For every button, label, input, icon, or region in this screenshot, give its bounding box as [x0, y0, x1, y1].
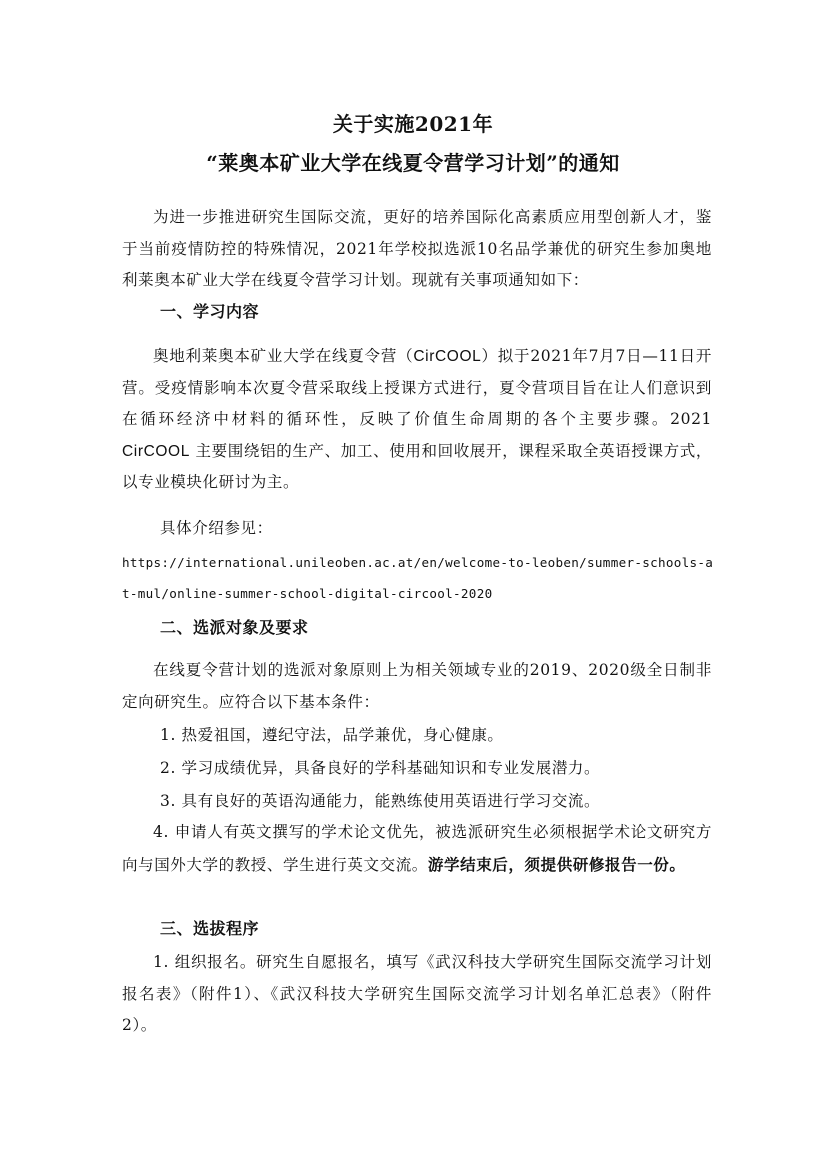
section2-heading: 二、选派对象及要求 [160, 618, 309, 637]
section1-heading: 一、学习内容 [160, 302, 260, 321]
reference-url-link[interactable]: https://international.unileoben.ac.at/en/welcome-to-leoben/summer-schools-at-mul/online-summer-school-digital-circool-2020 [122, 555, 714, 601]
section1-text-part2: ）拟于2021年7月7日—11日开营。受疫情影响本次夏令营采取线上授课方式进行，夏令营项目旨在让人们意识到在循环经济中材料的循环性，反映了价值生命周期的各个主要步骤。2021 [122, 347, 713, 428]
document-title-line1: 关于实施2021年 [332, 112, 494, 136]
requirement-item-4-bold: 游学结束后，须提供研修报告一份。 [427, 854, 686, 874]
requirement-item-4-text: 4. 申请人有英文撰写的学术论文优先，被选派研究生必须根据学术论文研究方向与国外大学的教授、学生进行英文交流。 [122, 823, 712, 874]
procedure-item-1: 1. 组织报名。研究生自愿报名，填写《武汉科技大学研究生国际交流学习计划报名表》（附件1）、《武汉科技大学研究生国际交流学习计划名单汇总表》（附件2）。 [122, 953, 712, 1034]
requirement-item-3: 3. 具有良好的英语沟通能力，能熟练使用英语进行学习交流。 [160, 792, 601, 810]
section3-heading: 三、选拔程序 [160, 919, 260, 938]
section2-paragraph: 在线夏令营计划的选派对象原则上为相关领域专业的2019、2020级全日制非定向研究生。应符合以下基本条件： [122, 661, 712, 711]
circool-term-2: CirCOOL [122, 442, 190, 460]
reference-label: 具体介绍参见： [160, 519, 273, 537]
circool-term-1: CirCOOL [413, 348, 482, 365]
requirement-item-4 [122, 817, 712, 881]
requirement-item-1: 1. 热爱祖国，遵纪守法，品学兼优，身心健康。 [160, 726, 504, 744]
document-title-line2: “莱奥本矿业大学在线夏令营学习计划”的通知 [206, 151, 620, 175]
section1-text-part3: 主要围绕铝的生产、加工、使用和回收展开，课程采取全英语授课方式，以专业模块化研讨为主。 [122, 441, 712, 491]
requirement-item-2: 2. 学习成绩优异，具备良好的学科基础知识和专业发展潜力。 [160, 759, 601, 777]
intro-paragraph: 为进一步推进研究生国际交流，更好的培养国际化高素质应用型创新人才，鉴于当前疫情防控的特殊情况，2021年学校拟选派10名品学兼优的研究生参加奥地利莱奥本矿业大学在线夏令营学习计划。现就有关事项通知如下： [122, 208, 712, 289]
section1-text-part1: 奥地利莱奥本矿业大学在线夏令营（ [153, 347, 414, 365]
section1-paragraph [122, 341, 712, 499]
